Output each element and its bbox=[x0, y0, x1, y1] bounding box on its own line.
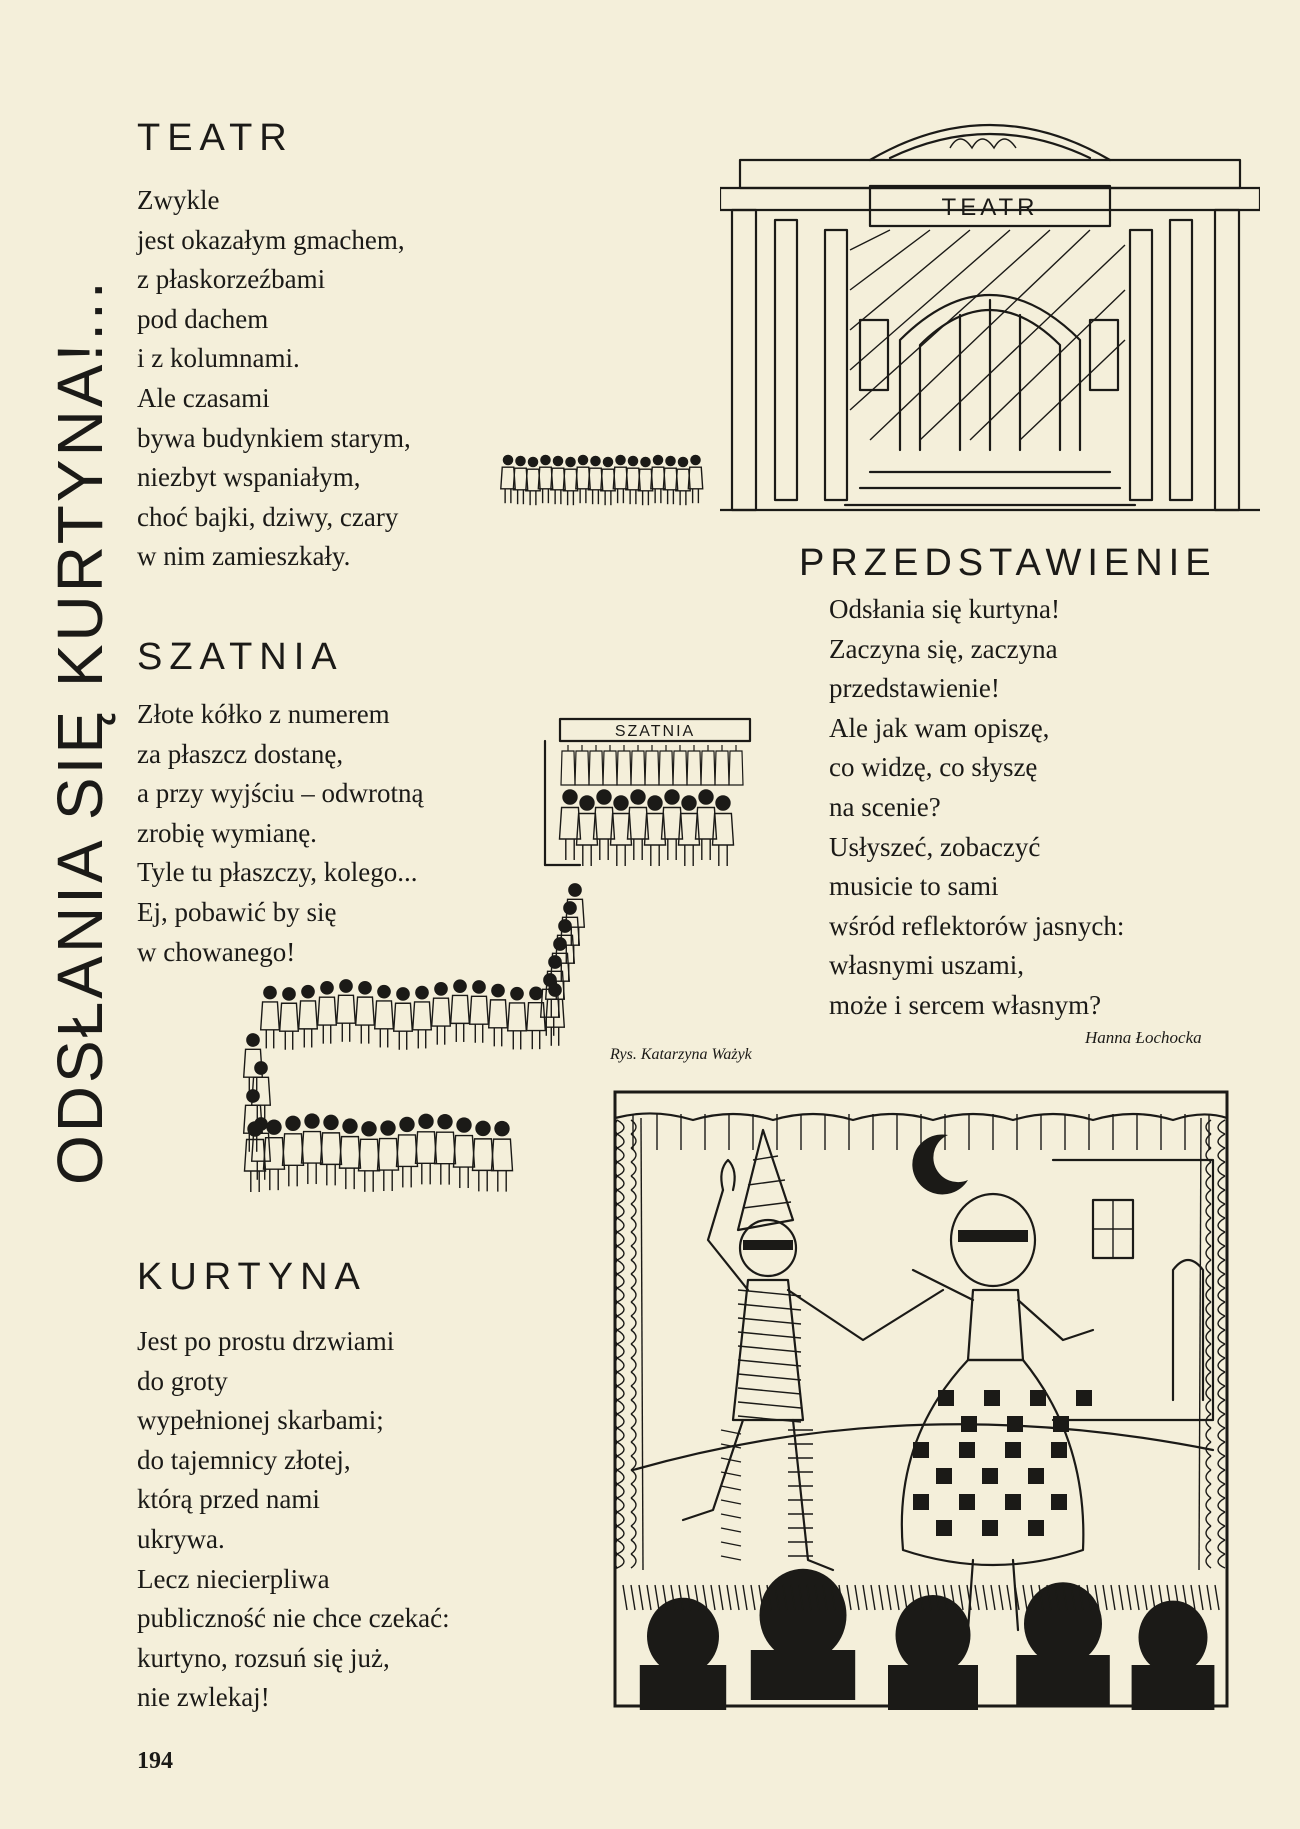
poem-line: zrobię wymianę. bbox=[137, 817, 317, 848]
vertical-title: ODSŁANIA SIĘ KURTYNA!... bbox=[44, 278, 116, 1185]
poem-line: w chowanego! bbox=[137, 936, 296, 967]
heading-kurtyna: KURTYNA bbox=[137, 1256, 367, 1298]
poem-line: do tajemnicy złotej, bbox=[137, 1444, 351, 1475]
queue-person bbox=[413, 986, 432, 1049]
queue-person bbox=[280, 987, 299, 1050]
poem-line: publiczność nie chce czekać: bbox=[137, 1603, 450, 1634]
author-credit: Hanna Łochocka bbox=[1085, 1028, 1202, 1047]
queue-person bbox=[588, 456, 602, 504]
queue-person bbox=[638, 457, 652, 505]
poem-line: Tyle tu płaszczy, kolego... bbox=[137, 857, 418, 888]
illustrator-credit: Rys. Katarzyna Ważyk bbox=[610, 1046, 752, 1063]
poem-line: za płaszcz dostanę, bbox=[137, 738, 344, 769]
poem-line: musicie to sami bbox=[829, 871, 999, 902]
queue-person bbox=[321, 1115, 342, 1186]
queue-person bbox=[688, 455, 702, 503]
queue-person bbox=[501, 455, 515, 503]
poem-line: Ej, pobawić by się bbox=[137, 896, 337, 927]
queue-person bbox=[397, 1117, 418, 1188]
queue-person bbox=[676, 457, 690, 505]
queue-person bbox=[337, 979, 356, 1042]
queue-person bbox=[513, 456, 527, 504]
queue-person bbox=[416, 1114, 437, 1185]
queue-person bbox=[454, 1117, 475, 1188]
poem-line: w nim zamieszkały. bbox=[137, 541, 351, 572]
poem-line: wypełnionej skarbami; bbox=[137, 1405, 384, 1436]
poem-line: Lecz niecierpliwa bbox=[137, 1563, 330, 1594]
poem-line: jest okazałym gmachem, bbox=[137, 224, 405, 255]
cloakroom-sign-text: SZATNIA bbox=[614, 723, 696, 740]
queue-person bbox=[651, 455, 665, 503]
poem-kurtyna bbox=[137, 1322, 450, 1718]
queue-person bbox=[432, 982, 451, 1045]
poem-line: co widzę, co słyszę bbox=[829, 752, 1038, 783]
poem-line: którą przed nami bbox=[137, 1484, 320, 1515]
poem-line: choć bajki, dziwy, czary bbox=[137, 501, 399, 532]
audience-head bbox=[1024, 1582, 1102, 1665]
queue-person bbox=[302, 1113, 323, 1184]
queue-person bbox=[492, 1121, 513, 1192]
poem-line: pod dachem bbox=[137, 303, 269, 334]
winding-queue-illustration bbox=[225, 870, 620, 1260]
queue-person bbox=[576, 455, 590, 503]
poem-line: z płaskorzeźbami bbox=[137, 264, 326, 295]
queue-person bbox=[663, 456, 677, 504]
queue-person bbox=[435, 1114, 456, 1185]
poem-line: Złote kółko z numerem bbox=[137, 699, 390, 729]
queue-person bbox=[508, 987, 527, 1050]
queue-person bbox=[299, 985, 318, 1048]
poem-line: wśród reflektorów jasnych: bbox=[829, 910, 1125, 941]
poem-line: Jest po prostu drzwiami bbox=[137, 1326, 395, 1356]
theatre-building-illustration bbox=[720, 100, 1260, 520]
poem-line: na scenie? bbox=[829, 791, 941, 822]
poem-line: Odsłania się kurtyna! bbox=[829, 594, 1060, 624]
queue-person bbox=[626, 456, 640, 504]
queue-person bbox=[261, 986, 280, 1049]
poem-line: Zaczyna się, zaczyna bbox=[829, 633, 1058, 664]
queue-person bbox=[394, 987, 413, 1050]
poem-line: przedstawienie! bbox=[829, 673, 1000, 704]
queue-person bbox=[451, 979, 470, 1042]
queue-person bbox=[546, 983, 565, 1046]
queue-person bbox=[526, 457, 540, 505]
poem-line: ukrywa. bbox=[137, 1523, 225, 1554]
queue-person bbox=[283, 1116, 304, 1187]
audience-head bbox=[760, 1569, 847, 1662]
cloakroom-illustration bbox=[540, 715, 760, 895]
queue-person bbox=[359, 1121, 380, 1192]
queue-person bbox=[470, 980, 489, 1043]
poem-line: własnymi uszami, bbox=[829, 950, 1024, 981]
queue-person bbox=[356, 981, 375, 1044]
queue-person bbox=[378, 1120, 399, 1191]
poem-line: może i sercem własnym? bbox=[829, 989, 1102, 1020]
heading-przedstawienie: PRZEDSTAWIENIE bbox=[799, 542, 1217, 584]
poem-line: kurtyno, rozsuń się już, bbox=[137, 1642, 390, 1673]
queue-person bbox=[489, 984, 508, 1047]
audience-head bbox=[1139, 1601, 1208, 1675]
heading-szatnia: SZATNIA bbox=[137, 636, 344, 678]
stage-illustration bbox=[613, 1090, 1233, 1710]
queue-person bbox=[340, 1118, 361, 1189]
poem-line: nie zwlekaj! bbox=[137, 1682, 270, 1713]
page-number: 194 bbox=[137, 1748, 173, 1774]
poem-teatr bbox=[137, 181, 411, 577]
poem-przedstawienie bbox=[829, 590, 1124, 1026]
queue-person bbox=[563, 457, 577, 505]
poem-line: Usłyszeć, zobaczyć bbox=[829, 831, 1041, 862]
heading-teatr: TEATR bbox=[137, 117, 294, 159]
poem-line: bywa budynkiem starym, bbox=[137, 422, 411, 453]
poem-line: Ale jak wam opiszę, bbox=[829, 712, 1050, 743]
queue-person bbox=[538, 455, 552, 503]
poem-line: Zwykle bbox=[137, 185, 220, 215]
queue-person bbox=[473, 1121, 494, 1192]
queue-person bbox=[551, 456, 565, 504]
queue-person bbox=[601, 457, 615, 505]
queue-person bbox=[375, 985, 394, 1048]
queue-person bbox=[318, 981, 337, 1044]
poem-line: niezbyt wspaniałym, bbox=[137, 462, 361, 493]
poem-line: a przy wyjściu – odwrotną bbox=[137, 778, 424, 809]
theatre-sign-text: TEATR bbox=[941, 194, 1039, 221]
poem-line: i z kolumnami. bbox=[137, 343, 300, 374]
queue-person bbox=[613, 455, 627, 503]
poem-line: do groty bbox=[137, 1365, 228, 1396]
queue-person bbox=[264, 1119, 285, 1190]
queue-outside-illustration bbox=[500, 452, 710, 514]
poem-line: Ale czasami bbox=[137, 382, 270, 413]
